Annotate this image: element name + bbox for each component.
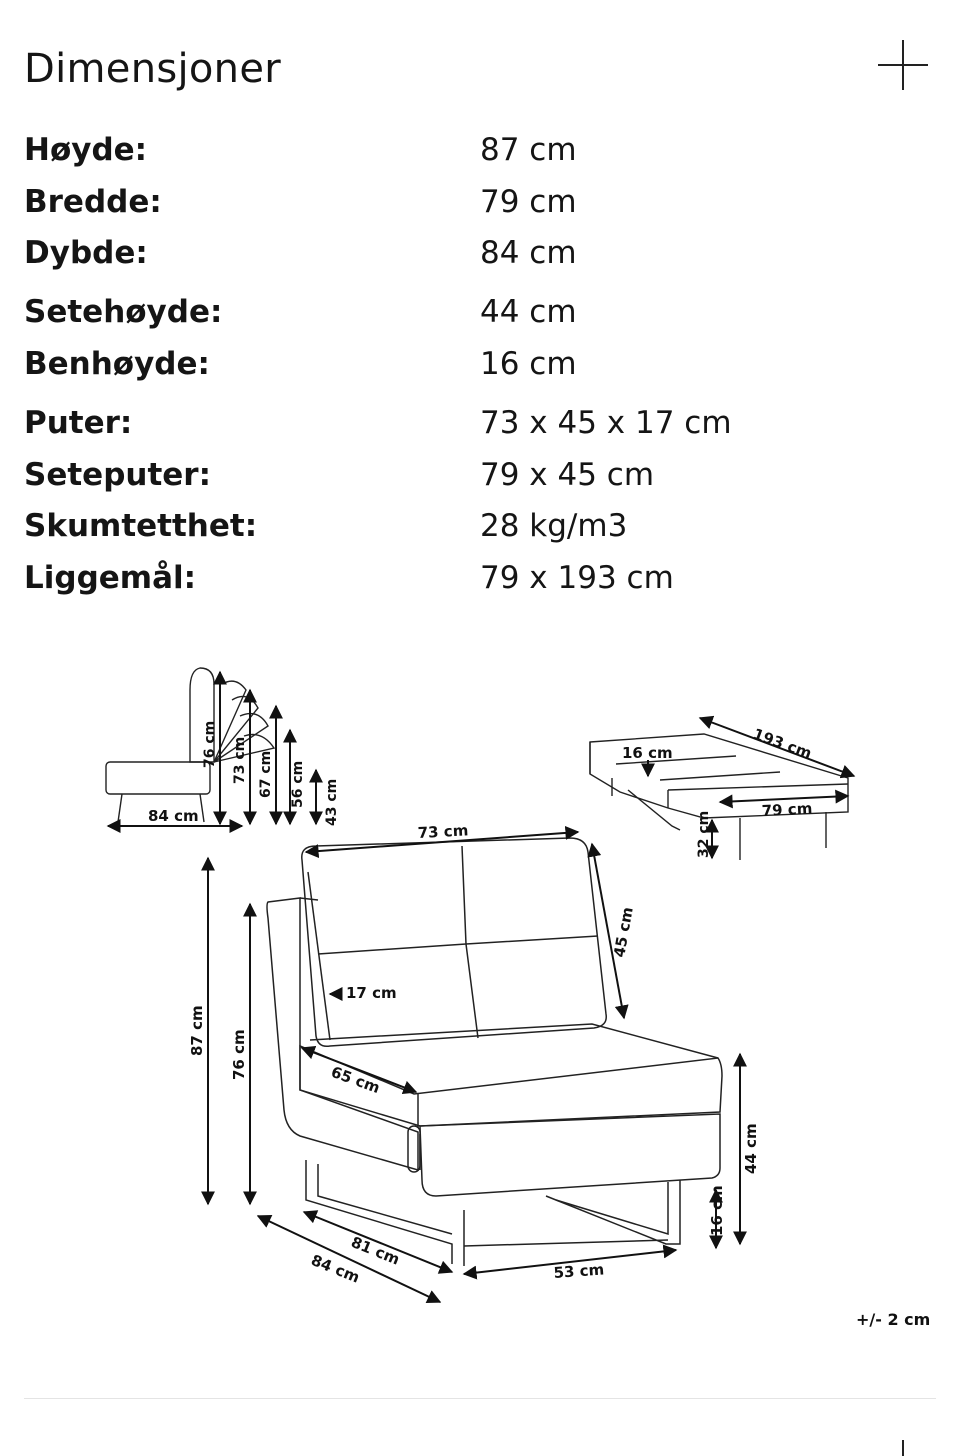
- dim-depth-inner: 81 cm: [348, 1233, 403, 1269]
- spec-row-foam-density: [24, 504, 924, 548]
- spec-value: 73 x 45 x 17 cm: [480, 405, 732, 441]
- spec-row-cushions: [24, 401, 924, 445]
- spec-label: Puter:: [24, 405, 133, 441]
- spec-row-sleeping-area: [24, 556, 924, 600]
- spec-value: 16 cm: [480, 346, 577, 382]
- spec-value: 79 x 193 cm: [480, 560, 674, 596]
- spec-value: 28 kg/m3: [480, 508, 628, 544]
- spec-label: Skumtetthet:: [24, 508, 258, 544]
- dim-back-height: 76 cm: [230, 1029, 248, 1080]
- spec-label: Liggemål:: [24, 560, 197, 596]
- dim-cushion-depth: 17 cm: [346, 984, 397, 1002]
- dim-cushion-height: 45 cm: [610, 905, 637, 959]
- spec-value: 44 cm: [480, 294, 577, 330]
- dim-cushion-width: 73 cm: [417, 821, 469, 842]
- spec-value: 87 cm: [480, 132, 577, 168]
- spec-row-depth: [24, 231, 924, 275]
- spec-row-seat-cushions: [24, 453, 924, 497]
- spec-label: Seteputer:: [24, 457, 211, 493]
- spec-label: Benhøyde:: [24, 346, 210, 382]
- dim-bed-mattress: 16 cm: [622, 744, 673, 762]
- spec-value: 79 x 45 cm: [480, 457, 655, 493]
- spec-label: Dybde:: [24, 235, 148, 271]
- dim-depth-total: 84 cm: [308, 1251, 363, 1287]
- dim-side-73: 73 cm: [232, 736, 248, 784]
- dimension-drawing: [0, 640, 960, 1320]
- dim-side-56: 56 cm: [290, 760, 306, 808]
- section-divider: [24, 1398, 936, 1399]
- dim-bed-width: 79 cm: [761, 799, 813, 820]
- spec-row-height: [24, 128, 924, 172]
- next-section-plus-icon[interactable]: [902, 1440, 904, 1456]
- dim-leg-height: 16 cm: [708, 1185, 726, 1236]
- spec-label: Høyde:: [24, 132, 148, 168]
- dim-side-depth: 84 cm: [148, 807, 199, 825]
- spec-label: Setehøyde:: [24, 294, 223, 330]
- dim-base: 53 cm: [553, 1260, 605, 1282]
- tolerance-note: +/- 2 cm: [856, 1310, 931, 1329]
- dim-side-43: 43 cm: [324, 778, 340, 826]
- spec-value: 84 cm: [480, 235, 577, 271]
- spec-row-width: [24, 180, 924, 224]
- dim-bed-length: 193 cm: [750, 724, 815, 763]
- spec-label: Bredde:: [24, 184, 162, 220]
- spec-row-seat-height: [24, 290, 924, 334]
- dim-bed-leg: 32 cm: [696, 810, 712, 858]
- chair-illustration: [267, 838, 722, 1266]
- dim-seat-depth: 65 cm: [328, 1062, 383, 1098]
- spec-row-leg-height: [24, 342, 924, 386]
- spec-value: 79 cm: [480, 184, 577, 220]
- dim-side-67: 67 cm: [258, 750, 274, 798]
- dim-side-76: 76 cm: [202, 720, 218, 768]
- plus-icon[interactable]: [878, 40, 928, 90]
- side-view-chair: [106, 668, 274, 822]
- dim-total-height: 87 cm: [188, 1005, 206, 1056]
- section-title: Dimensjoner: [24, 46, 281, 92]
- dim-seat-height: 44 cm: [742, 1123, 760, 1174]
